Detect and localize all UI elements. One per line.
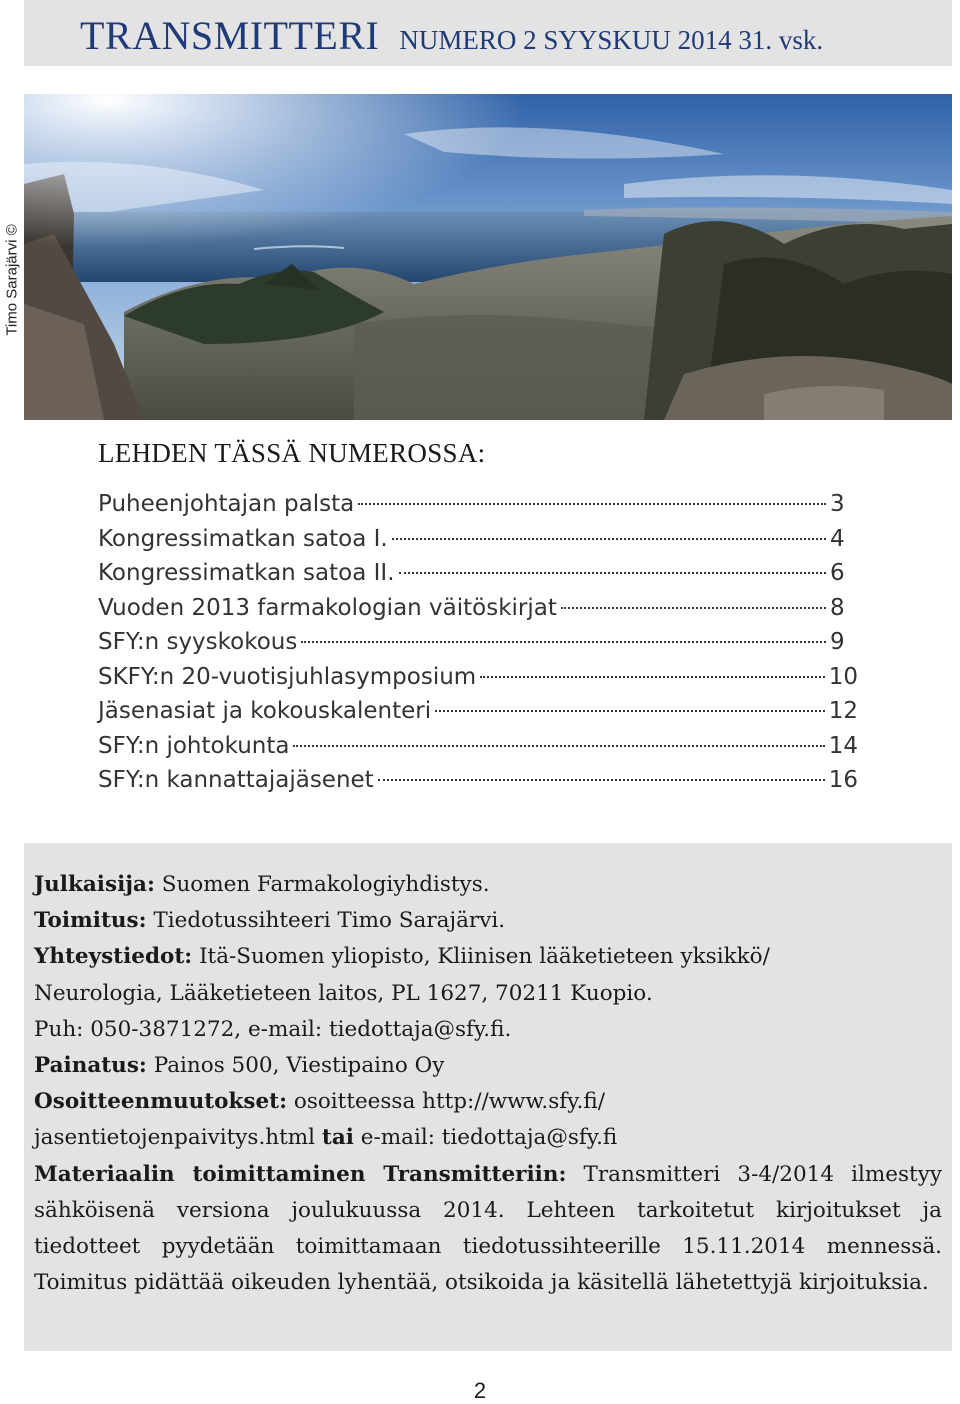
toc-item-label: SFY:n syyskokous <box>98 629 298 655</box>
toc-item-page: 8 <box>830 594 845 621</box>
toc-item-page: 4 <box>830 525 845 552</box>
contact-value-1: Itä-Suomen yliopisto, Kliinisen lääketieteen yksikkö/ <box>199 944 770 970</box>
address-url[interactable]: osoitteessa http://www.sfy.fi/ <box>293 1089 605 1115</box>
print-value: Painos 500, Viestipaino Oy <box>153 1053 445 1079</box>
newsletter-title: TRANSMITTERI <box>80 13 380 58</box>
toc-item-label: Vuoden 2013 farmakologian väitöskirjat <box>98 594 557 621</box>
publisher-value: Suomen Farmakologiyhdistys. <box>161 872 490 897</box>
publication-info-box <box>24 843 952 1351</box>
toc-dot-leader <box>435 710 825 712</box>
toc-item <box>98 629 858 664</box>
toc-item-page: 9 <box>830 629 845 655</box>
address-email[interactable]: e-mail: tiedottaja@sfy.fi <box>360 1125 618 1151</box>
toc-dot-leader <box>480 676 825 678</box>
toc-item-page: 3 <box>830 491 845 517</box>
print-line <box>34 1048 942 1084</box>
material-label: Materiaalin toimittaminen Transmitteriin: <box>34 1161 567 1187</box>
toc-item-label: SFY:n johtokunta <box>98 732 290 759</box>
toc-item-label: Jäsenasiat ja kokouskalenteri <box>98 698 432 724</box>
contact-line-1 <box>34 939 942 975</box>
contact-label: Yhteystiedot: <box>34 944 193 970</box>
editor-label: Toimitus: <box>34 908 147 934</box>
address-line-2 <box>34 1120 942 1156</box>
toc-item <box>98 733 858 768</box>
address-or: tai <box>321 1125 354 1151</box>
toc-item <box>98 664 858 699</box>
toc-item-page: 16 <box>828 767 858 793</box>
panorama-illustration <box>24 94 952 420</box>
toc-dot-leader <box>358 503 826 505</box>
photo-credit: Timo Sarajärvi © <box>3 224 21 336</box>
print-label: Painatus: <box>34 1053 147 1079</box>
contact-value-2: Neurologia, Lääketieteen laitos, PL 1627, 70211 Kuopio. <box>34 980 653 1006</box>
toc-item <box>98 767 858 802</box>
toc-dot-leader <box>378 779 825 781</box>
publisher-line <box>34 867 942 903</box>
contact-line-2 <box>34 976 942 1012</box>
toc-item-label: Kongressimatkan satoa I. <box>98 525 388 552</box>
toc-dot-leader <box>399 572 826 574</box>
toc-item-label: SKFY:n 20-vuotisjuhlasymposium <box>98 663 477 690</box>
address-line-1 <box>34 1084 942 1120</box>
toc-item <box>98 491 858 526</box>
toc-item <box>98 698 858 733</box>
issue-info: NUMERO 2 SYYSKUU 2014 31. vsk. <box>399 25 824 55</box>
toc-dot-leader <box>301 641 826 643</box>
publisher-label: Julkaisija: <box>34 872 155 897</box>
material-value: Transmitteri 3-4/2014 ilmestyy sähköisenä versiona joulukuussa 2014. Lehteen tarkoitetut kirjoitukset ja tiedotteet pyydetään toimittamaan tiedotussihteerille 15.11.2014 mennessä. Toimitus pidättää oikeuden lyhentää, otsikoida ja käsitellä lähetettyjä kirjoituksia. <box>34 1161 942 1296</box>
toc-item-page: 10 <box>828 663 858 690</box>
toc-dot-leader <box>561 607 826 609</box>
table-of-contents <box>98 438 858 802</box>
address-url-cont[interactable]: jasentietojenpaivitys.html <box>34 1125 316 1151</box>
toc-item <box>98 595 858 630</box>
cover-photo <box>24 94 952 420</box>
editor-line <box>34 903 942 939</box>
masthead <box>24 0 952 66</box>
toc-item <box>98 526 858 561</box>
contact-line-3 <box>34 1012 942 1048</box>
editor-value: Tiedotussihteeri Timo Sarajärvi. <box>153 908 506 934</box>
toc-item-label: Kongressimatkan satoa II. <box>98 560 395 586</box>
address-label: Osoitteenmuutokset: <box>34 1089 288 1115</box>
toc-item-page: 6 <box>830 560 845 586</box>
contact-value-3: Puh: 050-3871272, e-mail: tiedottaja@sfy.fi. <box>34 1016 512 1042</box>
page-number: 2 <box>473 1378 487 1403</box>
toc-dot-leader <box>392 538 826 540</box>
toc-dot-leader <box>293 745 824 747</box>
toc-item-label: Puheenjohtajan palsta <box>98 491 355 517</box>
toc-item-page: 12 <box>828 698 858 724</box>
material-paragraph <box>34 1157 942 1302</box>
contents-heading: LEHDEN TÄSSÄ NUMEROSSA: <box>98 438 486 468</box>
toc-item <box>98 560 858 595</box>
toc-item-label: SFY:n kannattajajäsenet <box>98 767 374 793</box>
toc-item-page: 14 <box>828 732 858 759</box>
